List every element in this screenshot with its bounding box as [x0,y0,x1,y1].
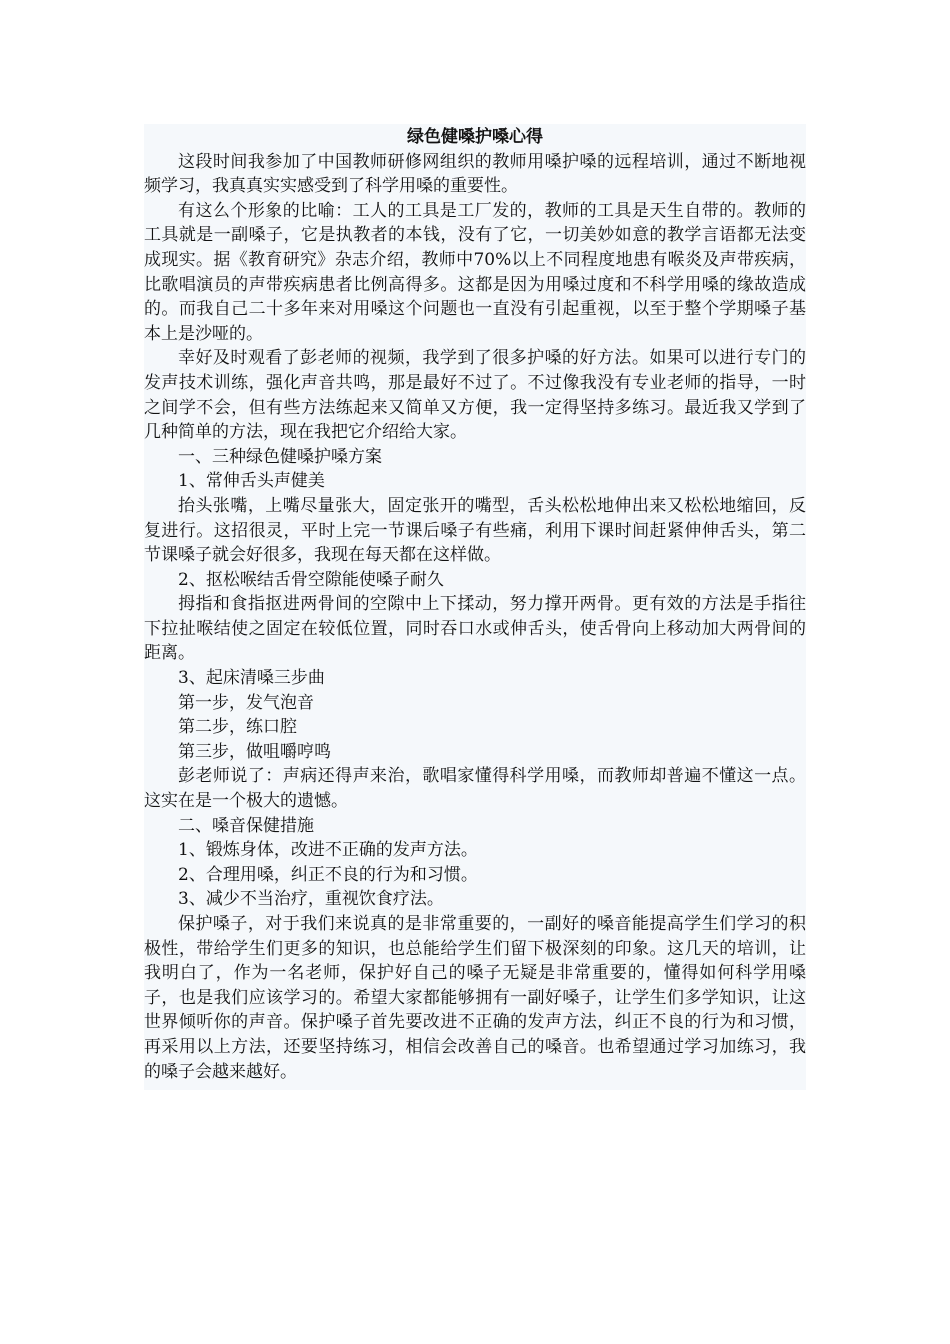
section-heading-2: 二、嗓音保健措施 [178,815,314,836]
paragraph-metaphor: 有这么个形象的比喻：工人的工具是工厂发的，教师的工具是天生自带的。教师的工具就是一副嗓子，它是执教者的本钱，没有了它，一切美妙如意的教学言语都无法变成现实。据《教育研究》杂志介绍，教师中70%以上不同程度地患有喉炎及声带疾病，比歌唱演员的声带疾病患者比例高得多。这都是因为用嗓过度和不科学用嗓的缘故造成的。而我自己二十多年来对用嗓这个问题也一直没有引起重视，以至于整个学期嗓子基本上是沙哑的。 [144,200,806,344]
measure-1: 1、锻炼身体，改进不正确的发声方法。 [178,840,478,861]
method-2-heading: 2、抠松喉结舌骨空隙能使嗓子耐久 [178,569,444,590]
document-title: 绿色健嗓护嗓心得 [407,127,543,147]
measure-3: 3、减少不当治疗，重视饮食疗法。 [178,889,444,910]
method-3-step-1: 第一步，发气泡音 [178,692,314,713]
method-3-step-3: 第三步，做咀嚼哼鸣 [178,741,331,762]
method-3-heading: 3、起床清嗓三步曲 [178,668,325,689]
method-2-body: 拇指和食指抠进两骨间的空隙中上下揉动，努力撑开两骨。更有效的方法是手指往下拉扯喉结使之固定在较低位置，同时吞口水或伸舌头，使舌骨向上移动加大两骨间的距离。 [144,594,806,664]
measure-2: 2、合理用嗓，纠正不良的行为和习惯。 [178,864,478,885]
section-heading-1: 一、三种绿色健嗓护嗓方案 [178,446,382,467]
paragraph-quote: 彭老师说了：声病还得声来治，歌唱家懂得科学用嗓，而教师却普遍不懂这一点。这实在是一个极大的遗憾。 [144,766,806,812]
method-1-heading: 1、常伸舌头声健美 [178,471,325,492]
paragraph-conclusion: 保护嗓子，对于我们来说真的是非常重要的，一副好的嗓音能提高学生们学习的积极性，带给学生们更多的知识，也总能给学生们留下极深刻的印象。这几天的培训，让我明白了，作为一名老师，保护好自己的嗓子无疑是非常重要的，懂得如何科学用嗓子，也是我们应该学习的。希望大家都能够拥有一副好嗓子，让学生们多学知识，让这世界倾听你的声音。保护嗓子首先要改进不正确的发声方法，纠正不良的行为和习惯，再采用以上方法，还要坚持练习，相信会改善自己的嗓音。也希望通过学习加练习，我的嗓子会越来越好。 [144,914,806,1082]
document-body [144,124,806,1090]
method-3-step-2: 第二步，练口腔 [178,717,297,738]
paragraph-video: 幸好及时观看了彭老师的视频，我学到了很多护嗓的好方法。如果可以进行专门的发声技术训练，强化声音共鸣，那是最好不过了。不过像我没有专业老师的指导，一时之间学不会，但有些方法练起来又简单又方便，我一定得坚持多练习。最近我又学到了几种简单的方法，现在我把它介绍给大家。 [144,348,806,443]
method-1-body: 抬头张嘴，上嘴尽量张大，固定张开的嘴型，舌头松松地伸出来又松松地缩回，反复进行。这招很灵，平时上完一节课后嗓子有些痛，利用下课时间赶紧伸伸舌头，第二节课嗓子就会好很多，我现在每天都在这样做。 [144,495,806,566]
paragraph-intro: 这段时间我参加了中国教师研修网组织的教师用嗓护嗓的远程培训，通过不断地视频学习，我真真实实感受到了科学用嗓的重要性。 [144,151,806,197]
